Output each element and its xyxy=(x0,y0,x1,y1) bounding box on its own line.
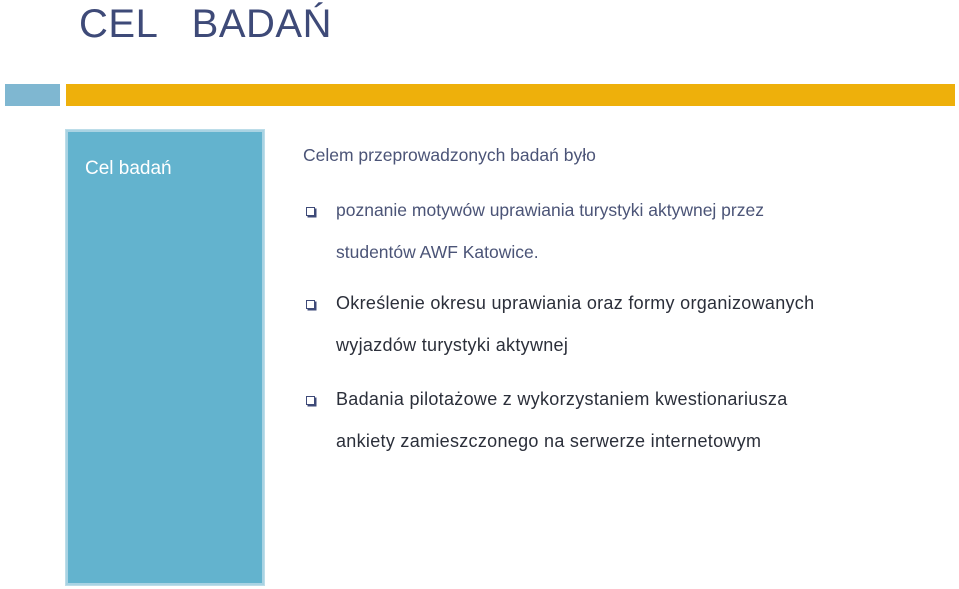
side-panel-label: Cel badań xyxy=(85,158,172,179)
intro-text: Celem przeprowadzonych badań było xyxy=(303,145,596,165)
square-bullet-icon xyxy=(306,300,315,309)
slide-title: CEL BADAŃ xyxy=(79,2,332,46)
square-bullet-icon xyxy=(306,396,315,405)
accent-bar-blue xyxy=(5,84,60,106)
square-bullet-icon xyxy=(306,207,315,216)
bullet-text: Określenie okresu uprawiania oraz formy organizowanych wyjazdów turystyki aktywnej xyxy=(336,293,815,355)
accent-bar-gold xyxy=(66,84,955,106)
side-panel xyxy=(66,130,264,585)
bullet-text: poznanie motywów uprawiania turystyki aktywnej przez studentów AWF Katowice. xyxy=(336,200,764,262)
bullet-text: Badania pilotażowe z wykorzystaniem kwestionariusza ankiety zamieszczonego na serwerze internetowym xyxy=(336,389,788,451)
